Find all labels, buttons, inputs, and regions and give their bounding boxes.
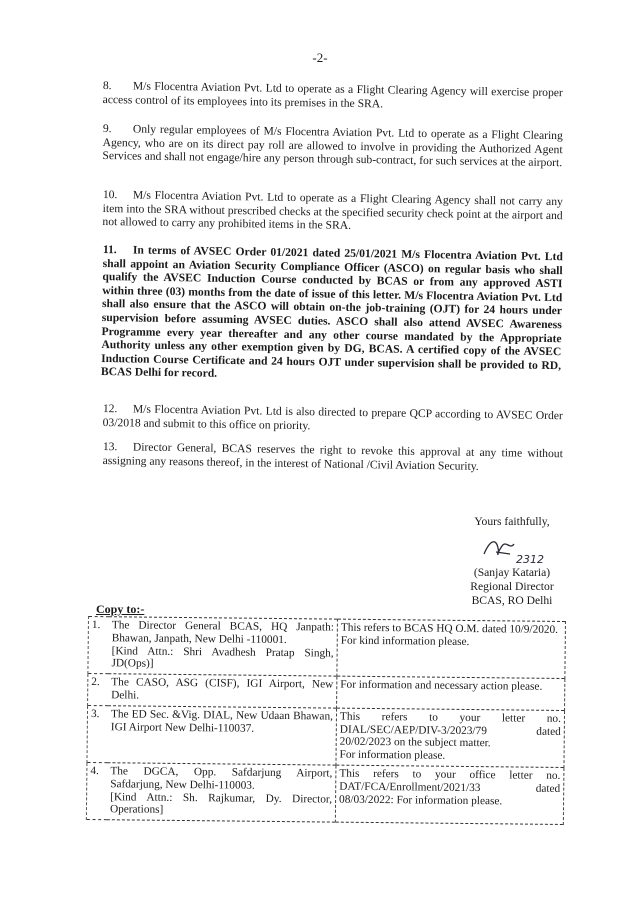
note-extra: For kind information please. <box>340 634 470 648</box>
signatory-name: (Sanjay Kataria) <box>473 566 551 579</box>
table-row <box>88 617 566 679</box>
note-text: For information and necessary action please. <box>340 678 543 693</box>
paragraph-text: Only regular employees of M/s Flocentra Aviation Pvt. Ltd to operate as a Flight Clearing Agency, who are on its direct pay roll are allowed to involve in providing the Authorized Agent Services and shall not engage/hire any person through sub-contract, for such services at the airport. <box>102 122 563 170</box>
paragraph-number: 10. <box>102 188 118 202</box>
paragraph-number: 8. <box>102 79 112 93</box>
paragraph-9 <box>102 122 563 170</box>
paragraph-text: M/s Flocentra Aviation Pvt. Ltd to operate as a Flight Clearing Agency will exercise proper access control of its employees into its premises in the SRA. <box>102 79 563 110</box>
copy-to-table <box>86 616 566 825</box>
address-text: The ED Sec. &Vig. DIAL, New Udaan Bhawan, IGI Airport New Delhi-110037. <box>110 708 334 735</box>
recipient-address <box>107 763 336 823</box>
paragraph-number: 12. <box>102 402 118 416</box>
paragraph-text: M/s Flocentra Aviation Pvt. Ltd is also directed to prepare QCP according to AVSEC Order 03/2018 and submit to this office on priority. <box>102 402 563 432</box>
note-text: This refers to BCAS HQ O.M. dated 10/9/2020. <box>340 621 559 636</box>
table-row <box>88 674 565 711</box>
row-number: 2. <box>88 674 109 706</box>
signatory-block <box>462 566 562 608</box>
recipient-address <box>108 617 337 677</box>
paragraph-13 <box>103 440 563 474</box>
paragraph-8 <box>103 79 563 113</box>
recipient-note <box>337 676 565 710</box>
paragraph-number: 13. <box>102 440 118 454</box>
row-number: 1. <box>88 617 109 674</box>
paragraph-number: 9. <box>102 122 112 136</box>
yours-faithfully: Yours faithfully, <box>474 515 550 528</box>
paragraph-12 <box>103 402 563 436</box>
address-text: The CASO, ASG (CISF), IGI Airport, New Delhi. <box>111 676 334 702</box>
paragraph-text: In terms of AVSEC Order 01/2021 dated 25/01/2021 M/s Flocentra Aviation Pvt. Ltd shall appoint an Aviation Security Compliance Officer (ASCO) on regular basis who shall qualify the AVSEC Induction Course conducted by BCAS or from any approved ASTI within three (03) months from the date of issue of this letter. M/s Flocentra Aviation Pvt. Ltd shall also ensure that the ASCO will obtain on-the job-training (OJT) for 24 hours under supervision before assuming AVSEC duties. ASCO shall also attend AVSEC Awareness Programme every year thereafter and any other course mandated by the Appropriate Authority unless any other exemption given by DG, BCAS. A certified copy of the AVSEC Induction Course Certificate and 24 hours OJT under supervision shall be provided to RD, BCAS Delhi for record. <box>100 243 563 381</box>
table-row <box>86 762 564 824</box>
recipient-note <box>337 619 566 679</box>
signatory-office: BCAS, RO Delhi <box>471 594 553 607</box>
row-number: 3. <box>87 705 108 762</box>
paragraph-text: Director General, BCAS reserves the right to revoke this approval at any time without assigning any reasons thereof, in the interest of National /Civil Aviation Security. <box>102 440 563 473</box>
row-number: 4. <box>86 762 107 819</box>
recipient-note <box>335 765 564 825</box>
address-text: The DGCA, Opp. Safdarjung Airport, Safdarjung, New Delhi-110003. <box>110 765 333 792</box>
address-text: The Director General BCAS, HQ Janpath: Bhawan, Janpath, New Delhi -110001. <box>111 619 334 646</box>
attention-text: [Kind Attn.: Shri Avadhesh Pratap Singh, JD(Ops)] <box>111 644 334 671</box>
page-number: -2- <box>312 50 328 65</box>
attention-text: [Kind Attn.: Sh. Rajkumar, Dy. Director, Operations] <box>109 790 333 817</box>
note-text: This refers to your letter no. DIAL/SEC/AEP/DIV-3/2023/79 dated 20/02/2023 on the subject matter. <box>339 710 562 750</box>
table-row <box>87 705 565 767</box>
copy-to-heading: Copy to:- <box>96 602 145 616</box>
signature-icon <box>476 532 546 568</box>
recipient-address <box>108 674 337 708</box>
note-text: This refers to your office letter no. DAT/FCA/Enrollment/2021/33 dated 08/03/2022: For information please. <box>339 767 561 807</box>
note-extra: For information please. <box>339 748 446 762</box>
paragraph-text: M/s Flocentra Aviation Pvt. Ltd to operate as a Flight Clearing Agency shall not carry any item into the SRA without prescribed checks at the specified security check point at the airport and not allowed to carry any prohibited items in the SRA. <box>102 188 563 233</box>
recipient-address <box>107 705 336 765</box>
paragraph-10 <box>102 188 563 236</box>
paragraph-number: 11. <box>102 243 117 257</box>
signature-date: 2312 <box>516 553 544 566</box>
recipient-note <box>336 708 565 768</box>
signatory-designation: Regional Director <box>470 580 554 593</box>
paragraph-11 <box>101 243 563 386</box>
